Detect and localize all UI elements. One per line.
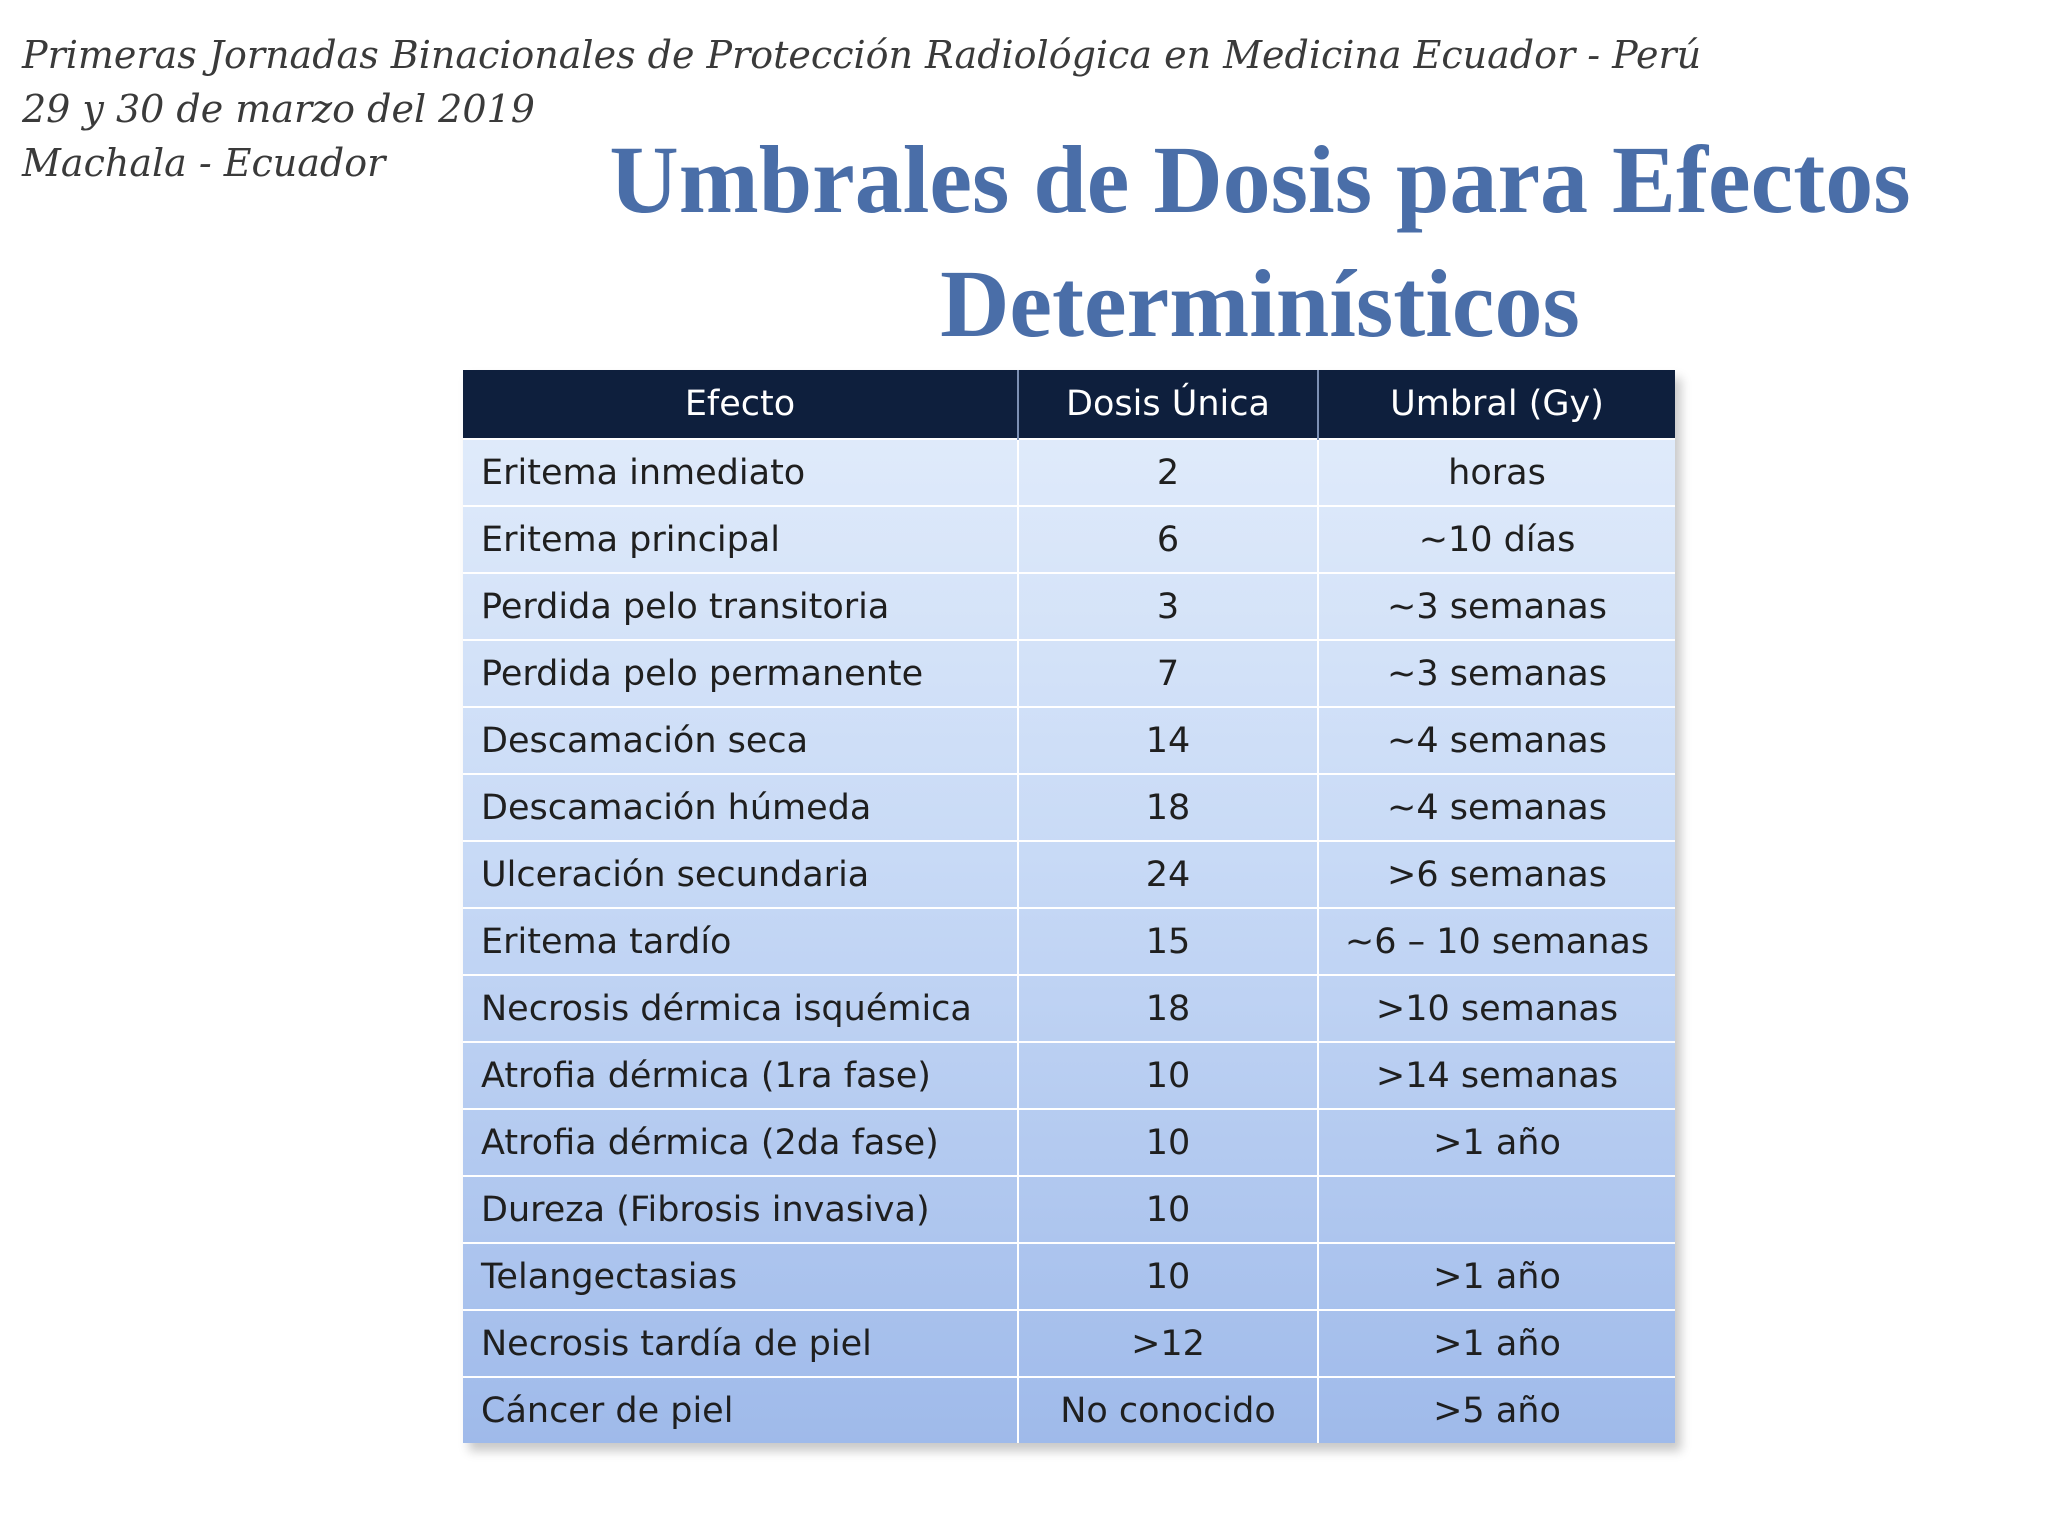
column-header-efecto: Efecto — [463, 370, 1018, 439]
cell-dosis: 24 — [1018, 841, 1318, 908]
cell-dosis: 10 — [1018, 1042, 1318, 1109]
dose-threshold-table-container — [463, 370, 1675, 1443]
table-row — [463, 1377, 1675, 1443]
cell-efecto: Eritema inmediato — [463, 439, 1018, 506]
cell-dosis: 10 — [1018, 1243, 1318, 1310]
cell-umbral: ~3 semanas — [1318, 640, 1675, 707]
cell-efecto: Ulceración secundaria — [463, 841, 1018, 908]
cell-umbral: ~10 días — [1318, 506, 1675, 573]
cell-dosis: 15 — [1018, 908, 1318, 975]
table-header-row — [463, 370, 1675, 439]
cell-umbral: horas — [1318, 439, 1675, 506]
table-header — [463, 370, 1675, 439]
cell-umbral: ~3 semanas — [1318, 573, 1675, 640]
cell-efecto: Descamación seca — [463, 707, 1018, 774]
table-row — [463, 439, 1675, 506]
cell-dosis: 14 — [1018, 707, 1318, 774]
event-name: Primeras Jornadas Binacionales de Protección Radiológica en Medicina Ecuador - Perú — [22, 33, 1702, 77]
table-body — [463, 439, 1675, 1443]
cell-efecto: Dureza (Fibrosis invasiva) — [463, 1176, 1018, 1243]
cell-dosis: 2 — [1018, 439, 1318, 506]
cell-dosis: >12 — [1018, 1310, 1318, 1377]
event-location: Machala - Ecuador — [22, 141, 386, 185]
page-title-line-2: Determinísticos — [940, 250, 1580, 357]
cell-umbral: ~4 semanas — [1318, 707, 1675, 774]
cell-dosis: 18 — [1018, 975, 1318, 1042]
cell-dosis: 10 — [1018, 1109, 1318, 1176]
cell-umbral: >6 semanas — [1318, 841, 1675, 908]
cell-umbral: >1 año — [1318, 1109, 1675, 1176]
table-row — [463, 1310, 1675, 1377]
cell-efecto: Telangectasias — [463, 1243, 1018, 1310]
table-row — [463, 640, 1675, 707]
table-row — [463, 1176, 1675, 1243]
table-row — [463, 975, 1675, 1042]
cell-umbral: >1 año — [1318, 1310, 1675, 1377]
cell-efecto: Necrosis tardía de piel — [463, 1310, 1018, 1377]
cell-umbral: >10 semanas — [1318, 975, 1675, 1042]
cell-efecto: Descamación húmeda — [463, 774, 1018, 841]
column-header-dosis: Dosis Única — [1018, 370, 1318, 439]
cell-umbral: >14 semanas — [1318, 1042, 1675, 1109]
cell-dosis: 10 — [1018, 1176, 1318, 1243]
table-row — [463, 1042, 1675, 1109]
cell-efecto: Atrofia dérmica (2da fase) — [463, 1109, 1018, 1176]
page-title-line-1: Umbrales de Dosis para Efectos — [609, 126, 1911, 233]
cell-efecto: Perdida pelo transitoria — [463, 573, 1018, 640]
cell-dosis: 3 — [1018, 573, 1318, 640]
cell-efecto: Eritema principal — [463, 506, 1018, 573]
table-row — [463, 506, 1675, 573]
cell-dosis: No conocido — [1018, 1377, 1318, 1443]
cell-umbral: ~6 – 10 semanas — [1318, 908, 1675, 975]
table-row — [463, 707, 1675, 774]
cell-dosis: 18 — [1018, 774, 1318, 841]
table-row — [463, 774, 1675, 841]
cell-umbral — [1318, 1176, 1675, 1243]
page-title — [500, 118, 2020, 366]
cell-efecto: Perdida pelo permanente — [463, 640, 1018, 707]
cell-efecto: Eritema tardío — [463, 908, 1018, 975]
table-row — [463, 841, 1675, 908]
dose-threshold-table — [463, 370, 1675, 1443]
cell-efecto: Cáncer de piel — [463, 1377, 1018, 1443]
table-row — [463, 573, 1675, 640]
table-row — [463, 1243, 1675, 1310]
cell-dosis: 6 — [1018, 506, 1318, 573]
column-header-umbral: Umbral (Gy) — [1318, 370, 1675, 439]
cell-umbral: >1 año — [1318, 1243, 1675, 1310]
event-dates: 29 y 30 de marzo del 2019 — [22, 87, 535, 131]
cell-dosis: 7 — [1018, 640, 1318, 707]
cell-efecto: Atrofia dérmica (1ra fase) — [463, 1042, 1018, 1109]
cell-umbral: ~4 semanas — [1318, 774, 1675, 841]
cell-umbral: >5 año — [1318, 1377, 1675, 1443]
table-row — [463, 1109, 1675, 1176]
cell-efecto: Necrosis dérmica isquémica — [463, 975, 1018, 1042]
table-row — [463, 908, 1675, 975]
